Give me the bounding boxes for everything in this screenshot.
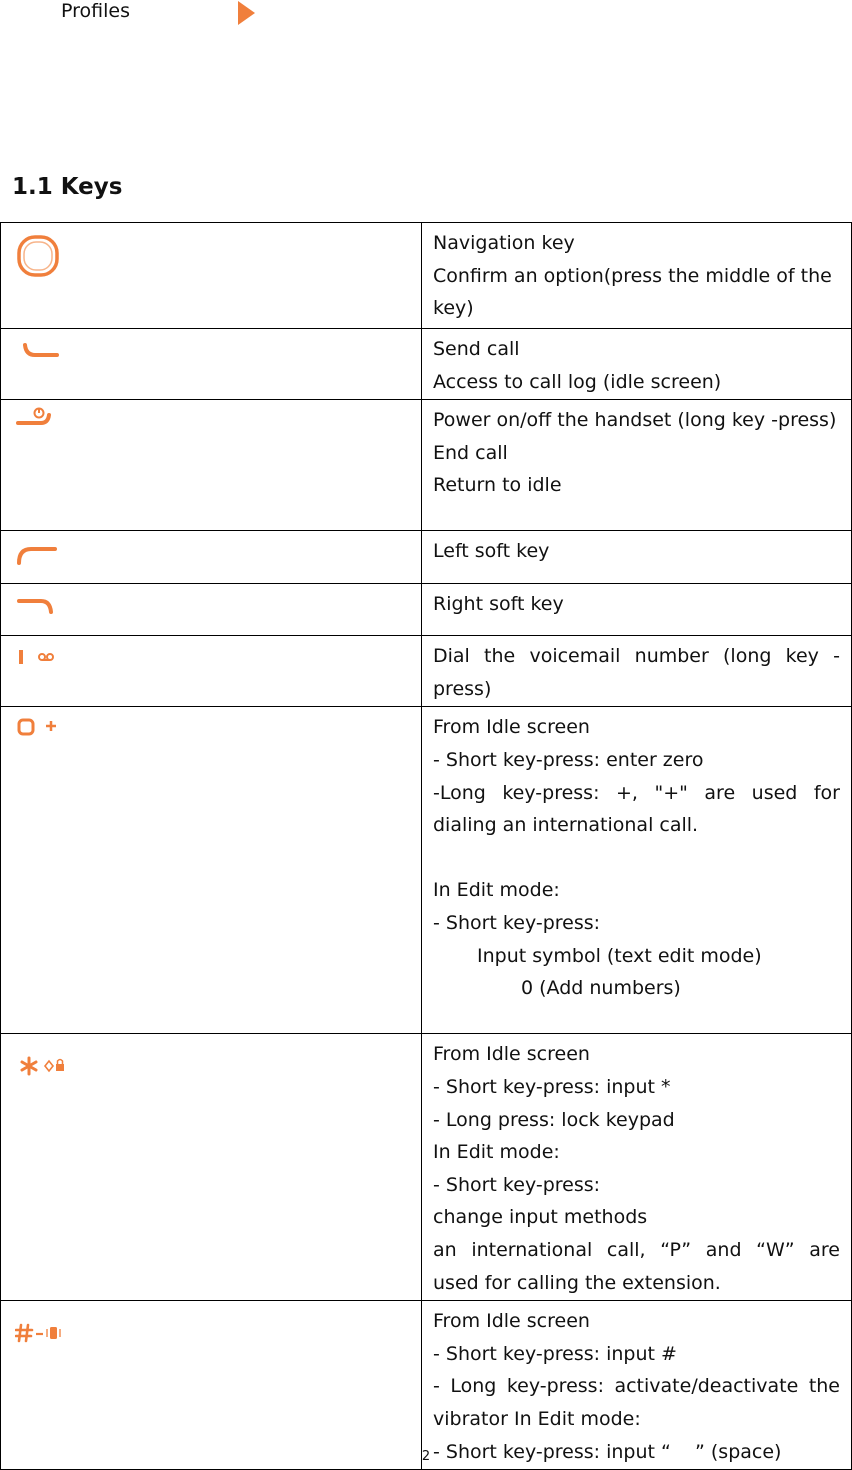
desc-line: change input methods	[433, 1206, 648, 1229]
page-number: 2	[421, 1449, 431, 1464]
desc-line: - Long press: lock keypad	[433, 1108, 675, 1131]
desc-line: Navigation key	[433, 232, 575, 254]
desc-line: From Idle screen	[433, 1043, 590, 1066]
desc-line: - Short key-press: enter zero	[433, 748, 704, 771]
description-cell	[422, 1034, 852, 1301]
desc-line: Confirm an option(press the middle of the key)	[433, 264, 832, 320]
icon-cell	[1, 584, 422, 636]
icon-cell	[1, 329, 422, 400]
desc-line: End call	[433, 441, 508, 464]
table-row	[1, 1034, 852, 1301]
description-cell	[422, 707, 852, 1034]
table-row	[1, 329, 852, 400]
description-cell	[422, 1301, 852, 1470]
desc-line: -Long key-press: +, "+" are used for dialing an international call.	[433, 781, 840, 837]
desc-line: - Short key-press: input “ ” (space)	[433, 1440, 782, 1463]
play-arrow-icon	[238, 1, 255, 25]
description-cell	[422, 223, 852, 329]
hash-vibrate-key-icon	[15, 1323, 65, 1345]
desc-line: Access to call log (idle screen)	[433, 370, 722, 393]
key-0-plus-icon	[15, 717, 63, 739]
table-row	[1, 1301, 852, 1470]
description-cell	[422, 531, 852, 584]
icon-cell	[1, 636, 422, 707]
desc-line: - Short key-press:	[433, 1173, 601, 1196]
desc-line: - Short key-press:	[433, 911, 601, 934]
end-power-key-icon	[15, 406, 55, 430]
table-row	[1, 223, 852, 329]
desc-line: Input symbol (text edit mode)	[477, 944, 762, 967]
icon-cell	[1, 400, 422, 531]
desc-line: Left soft key	[433, 540, 550, 563]
navigation-key-icon	[15, 233, 61, 279]
icon-cell	[1, 1034, 422, 1301]
left-soft-key-icon	[15, 543, 59, 567]
desc-line: In Edit mode:	[433, 1141, 560, 1164]
table-row	[1, 531, 852, 584]
table-row	[1, 584, 852, 636]
desc-line: - Long key-press: activate/deactivate the vibrator In Edit mode:	[433, 1375, 840, 1430]
icon-cell	[1, 707, 422, 1034]
description-cell	[422, 584, 852, 636]
blank-line	[433, 842, 840, 875]
desc-line: Dial the voicemail number (long key -press)	[433, 645, 840, 700]
section-title: 1.1 Keys	[12, 174, 123, 200]
desc-line: an international call, “P” and “W” are used for calling the extension.	[433, 1238, 840, 1294]
table-row	[1, 707, 852, 1034]
table-row	[1, 400, 852, 531]
desc-line: 0 (Add numbers)	[521, 977, 681, 1000]
key-1-voicemail-icon	[15, 648, 59, 668]
icon-cell	[1, 223, 422, 329]
desc-line: Power on/off the handset (long key -press)	[433, 409, 837, 432]
desc-line: Send call	[433, 338, 520, 360]
desc-line: From Idle screen	[433, 716, 590, 739]
send-key-icon	[21, 341, 61, 361]
icon-cell	[1, 531, 422, 584]
table-row	[1, 636, 852, 707]
description-cell	[422, 400, 852, 531]
description-cell	[422, 636, 852, 707]
right-soft-key-icon	[15, 596, 55, 618]
star-lock-key-icon	[19, 1056, 69, 1078]
desc-line: Right soft key	[433, 593, 564, 616]
desc-line: From Idle screen	[433, 1310, 590, 1333]
desc-line: In Edit mode:	[433, 879, 560, 902]
keys-table	[0, 222, 852, 1470]
description-cell	[422, 329, 852, 400]
desc-line: - Short key-press: input #	[433, 1342, 677, 1365]
profiles-label: Profiles	[61, 0, 130, 22]
desc-line: Return to idle	[433, 474, 562, 497]
icon-cell	[1, 1301, 422, 1470]
desc-line: - Short key-press: input *	[433, 1075, 671, 1098]
